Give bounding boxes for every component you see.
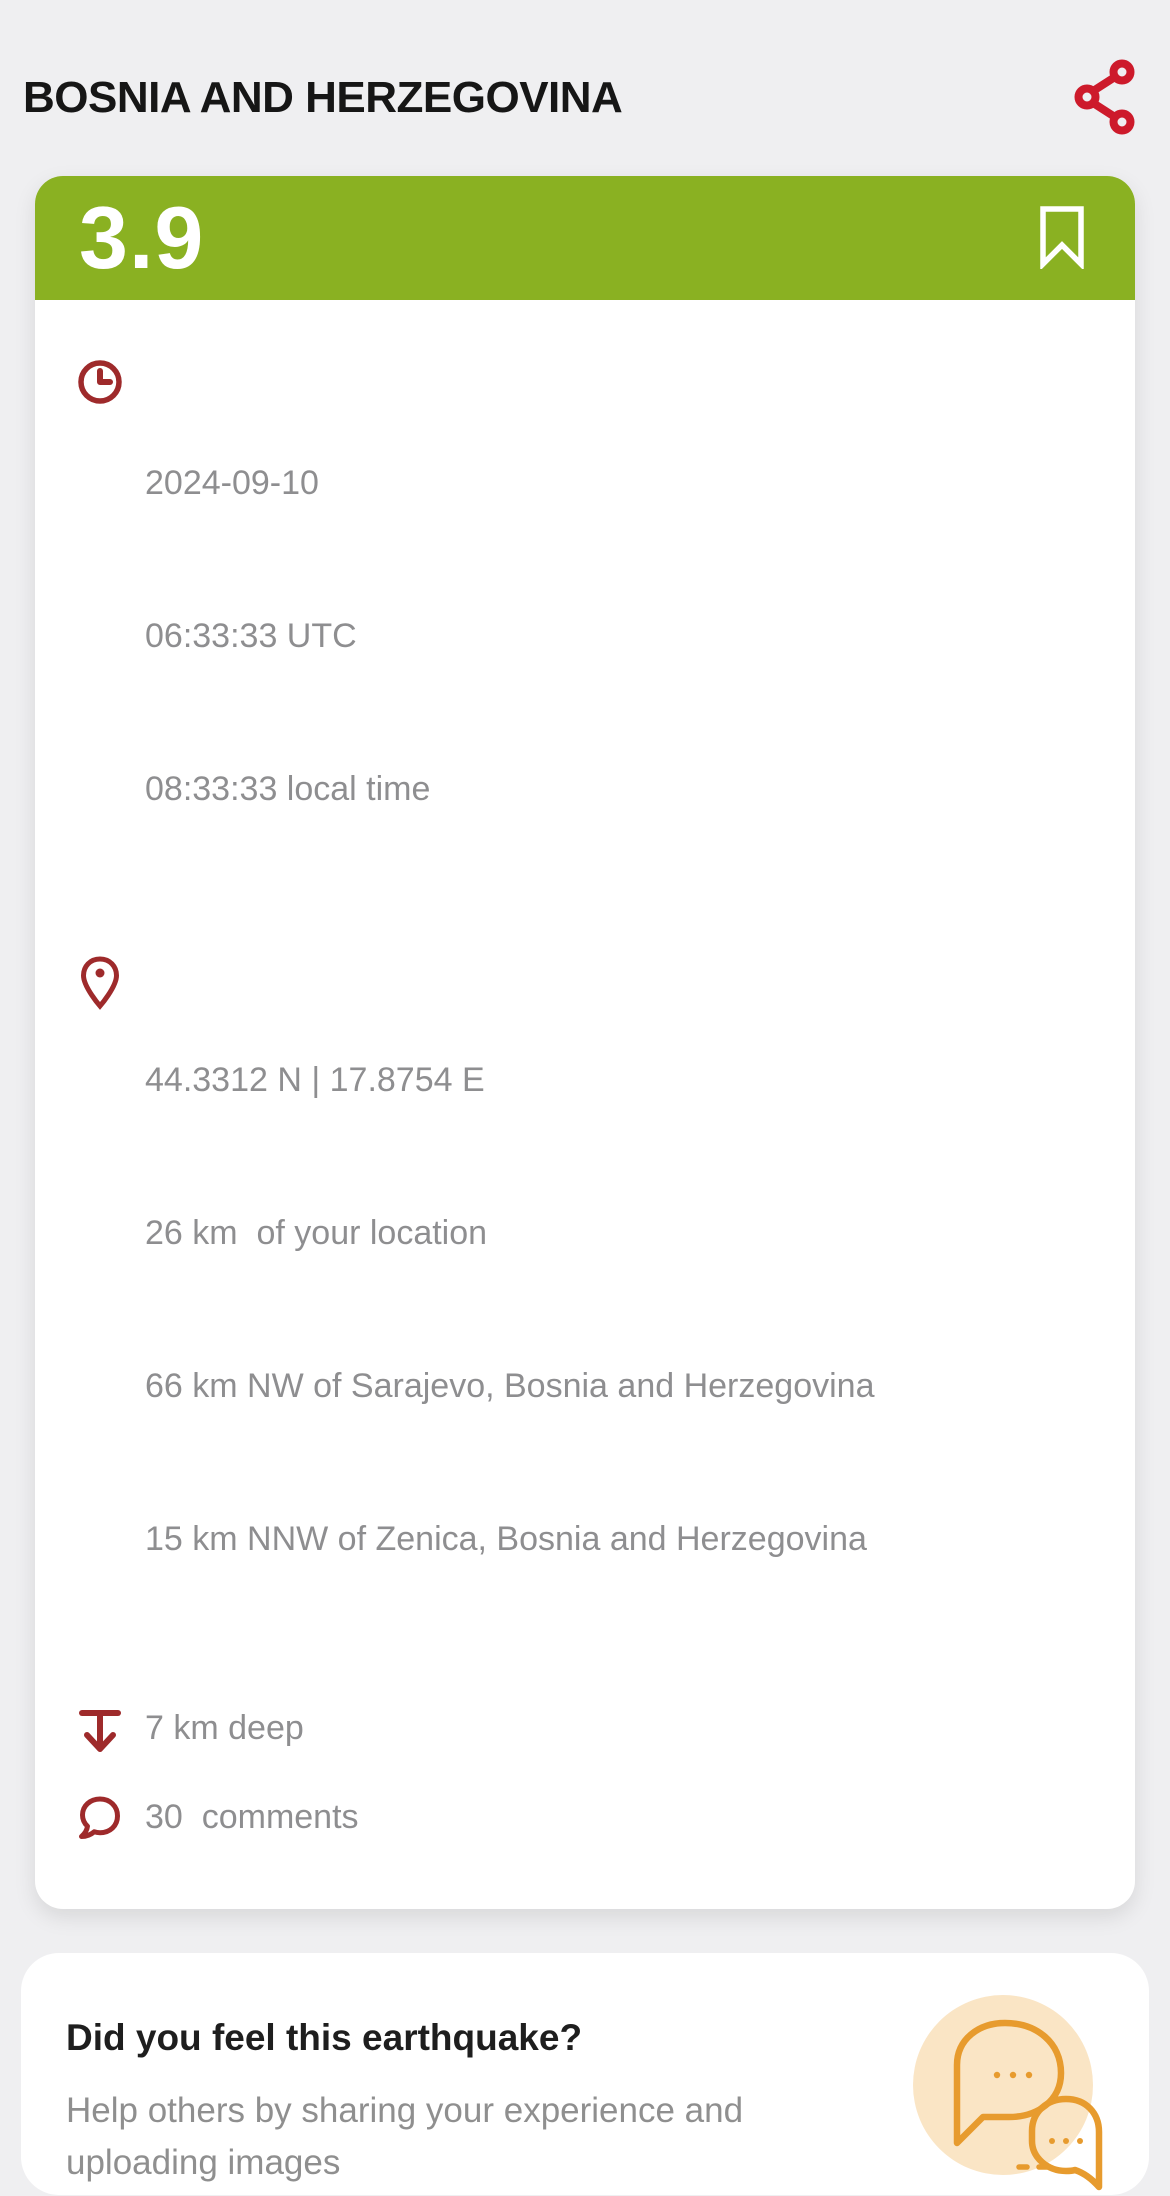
share-icon [1074, 59, 1136, 138]
magnitude-bar [35, 176, 1135, 300]
share-button[interactable] [1070, 56, 1140, 140]
page-title: BOSNIA AND HERZEGOVINA [23, 73, 623, 122]
event-date: 2024-09-10 [145, 464, 319, 502]
comment-bubble-icon [75, 1795, 125, 1841]
event-time-utc: 06:33:33 UTC [145, 617, 357, 655]
did-you-feel-title: Did you feel this earthquake? [66, 2017, 583, 2058]
time-row [75, 356, 1095, 917]
event-time-local: 08:33:33 local time [145, 770, 431, 808]
distance-city-2: 15 km NNW of Zenica, Bosnia and Herzegovina [145, 1520, 867, 1558]
comments-count: 30 comments [145, 1798, 359, 1836]
map-pin-icon [75, 956, 125, 1010]
location-text [145, 953, 874, 1667]
header [0, 0, 1170, 140]
bookmark-icon [1037, 205, 1087, 272]
comments-row[interactable] [75, 1792, 1095, 1843]
bookmark-button[interactable] [1037, 205, 1087, 272]
distance-from-user: 26 km of your location [145, 1214, 488, 1252]
depth-arrow-icon [75, 1706, 125, 1756]
depth-text: 7 km deep [145, 1709, 304, 1747]
location-row [75, 953, 1095, 1667]
clock-icon [75, 359, 125, 405]
did-you-feel-card[interactable] [21, 1953, 1149, 2195]
depth-row [75, 1703, 1095, 1756]
event-card [35, 176, 1135, 1909]
event-details [35, 300, 1135, 1909]
chat-bubbles-illustration [911, 1991, 1109, 2191]
did-you-feel-subtitle: Help others by sharing your experience and uploading images [66, 2091, 744, 2182]
event-coordinates: 44.3312 N | 17.8754 E [145, 1061, 485, 1099]
time-text [145, 356, 430, 917]
distance-city-1: 66 km NW of Sarajevo, Bosnia and Herzegovina [145, 1367, 875, 1405]
magnitude-value: 3.9 [79, 188, 205, 287]
